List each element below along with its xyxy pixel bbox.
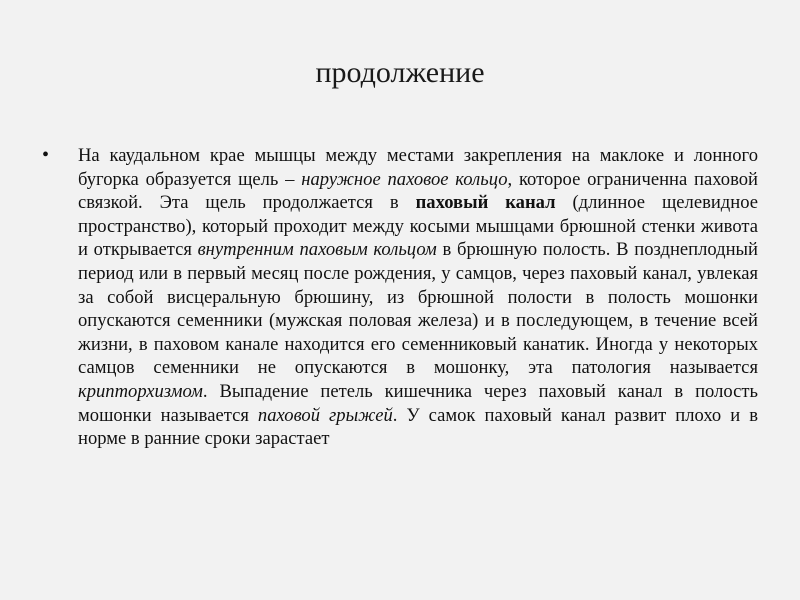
term-outer-inguinal-ring: наружное паховое кольцо	[301, 168, 508, 190]
text-run: . У самок паховый канал развит плохо и в норме в ранние сроки зарастает	[78, 404, 758, 450]
bullet-icon: •	[42, 144, 50, 166]
text-run: (длинное щелевидное пространство), который проходит между косыми мышцами брюшной стенки живота и открывается	[78, 192, 758, 261]
text-run: На каудальном крае мышцы между местами закрепления на маклоке и лонного бугорка образуется щель –	[78, 145, 758, 190]
slide-content	[42, 144, 758, 451]
paragraph-text	[78, 144, 758, 451]
text-run: . Выпадение петель кишечника через паховый канал в полость мошонки называется	[78, 380, 758, 426]
text-run: , которое ограниченна паховой связкой. Эта щель продолжается в	[78, 168, 758, 214]
term-inner-inguinal-ring: внутренним паховым кольцом	[197, 239, 437, 261]
slide-title: продолжение	[315, 56, 485, 89]
term-inguinal-hernia: паховой грыжей	[257, 404, 393, 426]
term-cryptorchidism: крипторхизмом	[78, 380, 203, 402]
bullet-list-item	[42, 144, 758, 451]
text-run: в брюшную полость. В позднеплодный период или в первый месяц после рождения, у самцов, через паховый канал, увлекая за собой висцеральную брюшину, из брюшной полости в полость мошонки опускаются семенники (мужская половая железа) и в последующем, в течение всей жизни, в паховом канале находится его семенниковый канатик. Иногда у некоторых самцов семенники не опускаются в мошонку, эта патология называется	[78, 239, 759, 379]
term-inguinal-canal: паховый канал	[415, 192, 556, 214]
